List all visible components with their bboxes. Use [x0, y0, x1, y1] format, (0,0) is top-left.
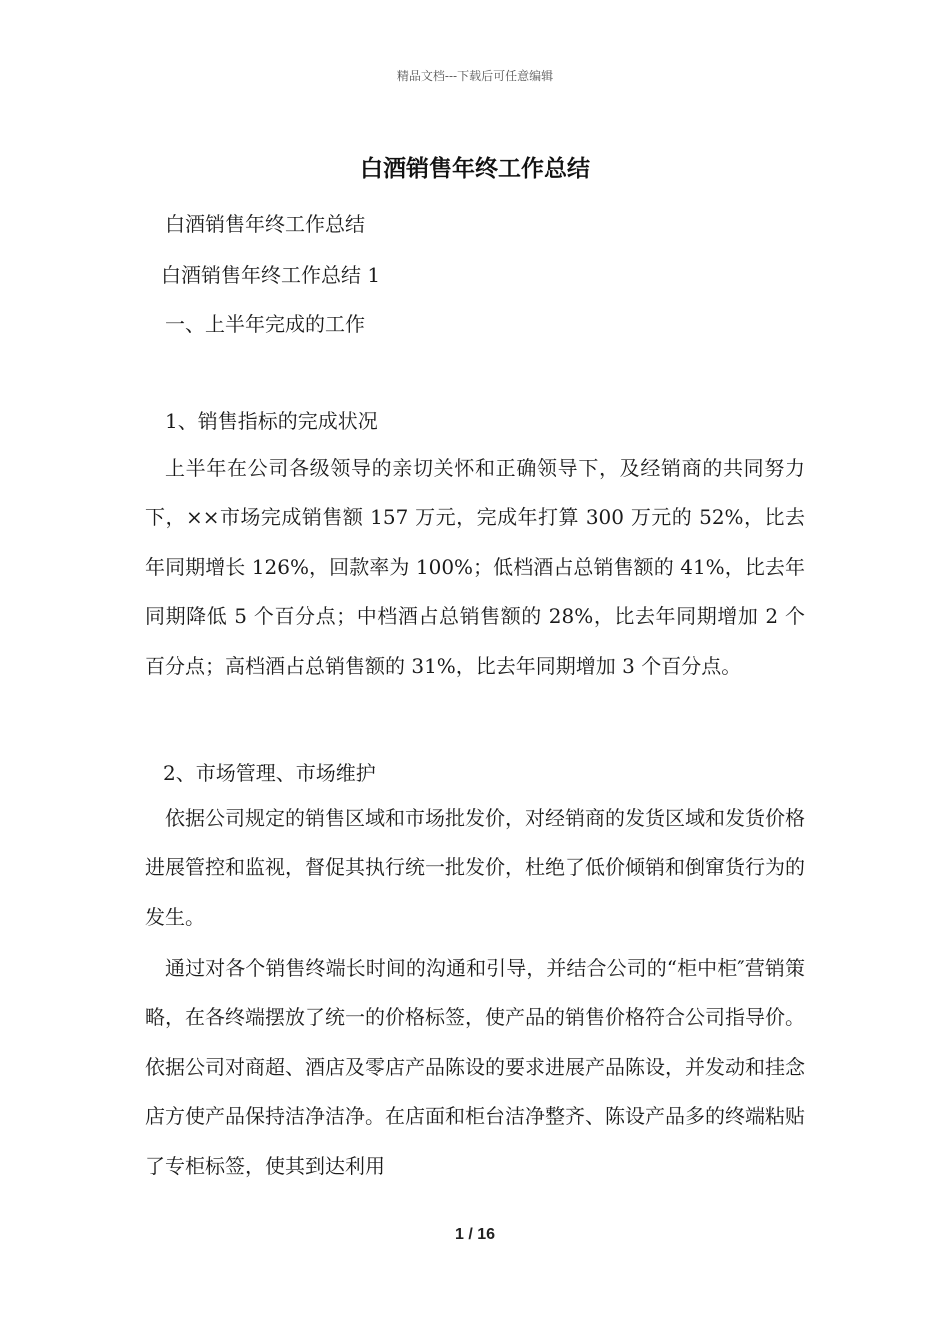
heading-first-half-work: 一、上半年完成的工作 [165, 312, 365, 336]
subheading-market-management: 2、市场管理、市场维护 [163, 761, 376, 785]
page-number: 1 / 16 [454, 1226, 496, 1243]
document-title: 白酒销售年终工作总结 [360, 155, 590, 182]
subheading-sales-targets: 1、销售指标的完成状况 [165, 409, 378, 433]
paragraph-sales-results: 上半年在公司各级领导的亲切关怀和正确领导下，及经销商的共同努力下，××市场完成销售额 157 万元，完成年打算 300 万元的 52%，比去年同期增长 126%，回款率为 100%；低档酒占总销售额的 41%，比去年同期降低 5 个百分点；中档酒占总销售额的 28%，比去年同期增加 2 个百分点；高档酒占总销售额的 31%，比去年同期增加 3 个百分点。 [145, 456, 805, 678]
header-note: 精品文档---下载后可任意编辑 [396, 69, 554, 83]
paragraph-terminal-marketing: 通过对各个销售终端长时间的沟通和引导，并结合公司的“柜中柜″营销策略，在各终端摆放了统一的价格标签，使产品的销售价格符合公司指导价。依据公司对商超、酒店及零店产品陈设的要求进展产品陈设，并发动和挂念店方使产品保持洁净洁净。在店面和柜台洁净整齐、陈设产品多的终端粘贴了专柜标签，使其到达利用 [145, 956, 805, 1178]
section-title: 白酒销售年终工作总结 1 [161, 263, 381, 287]
paragraph-market-control: 依据公司规定的销售区域和市场批发价，对经销商的发货区域和发货价格进展管控和监视，督促其执行统一批发价，杜绝了低价倾销和倒窜货行为的发生。 [145, 806, 805, 929]
document-subtitle: 白酒销售年终工作总结 [165, 212, 365, 236]
